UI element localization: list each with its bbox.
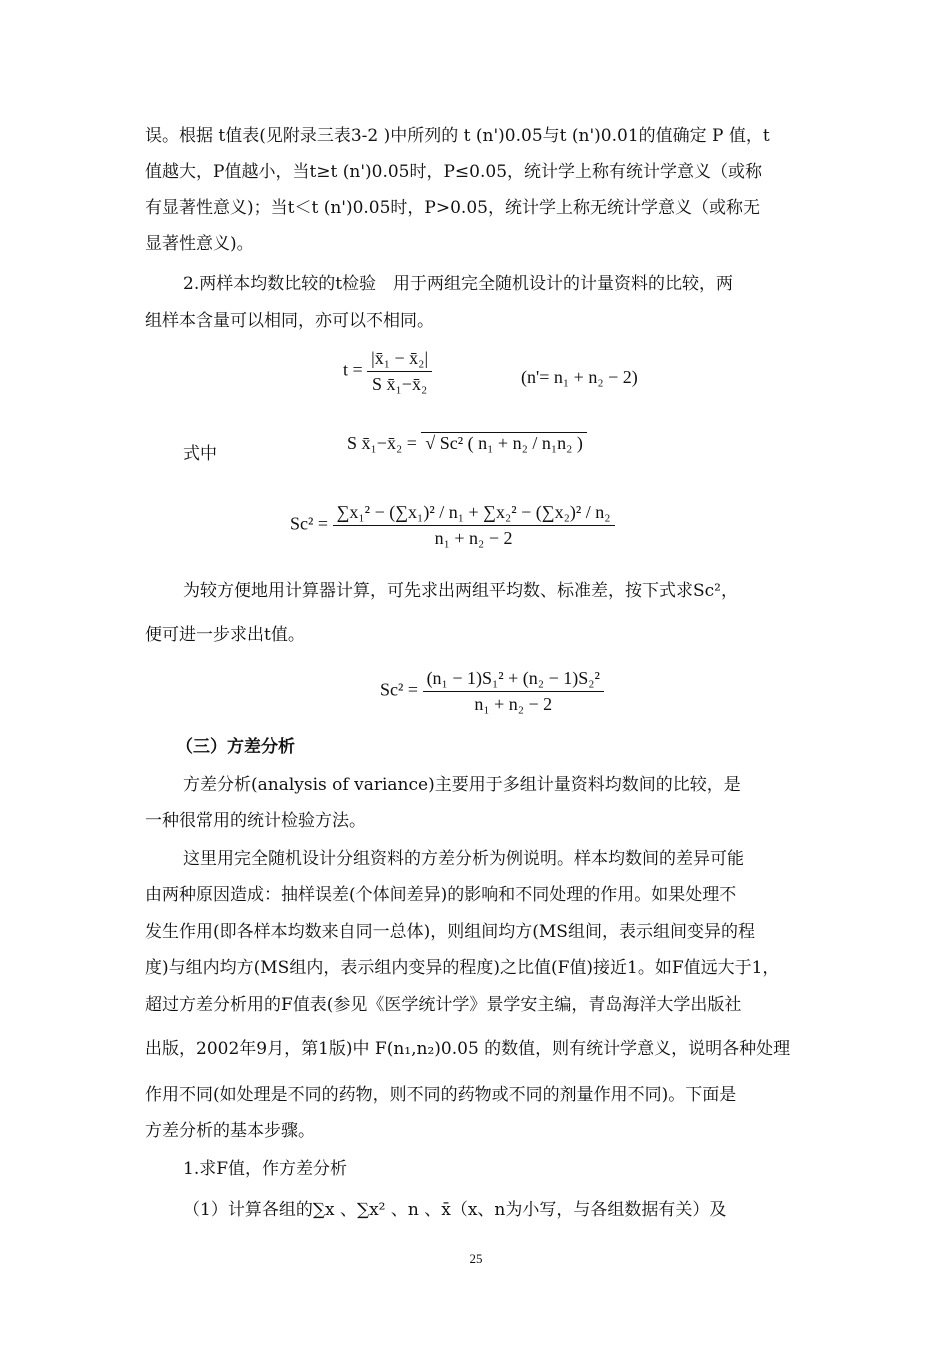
sc2-fraction: [423, 668, 604, 715]
sc-denominator: n₁ + n₂ − 2: [434, 528, 513, 548]
paragraph-1-line-1: 误。根据 t值表(见附录三表3-2 )中所列的 t (n')0.05与t (n')0.01的值确定 P 值，t: [145, 126, 770, 146]
t-test-formula: [343, 348, 432, 395]
paragraph-5-line-3: 发生作用(即各样本均数来自同一总体)，则组间均方(MS组间，表示组间变异的程: [145, 922, 755, 942]
paragraph-5-line-7: 作用不同(如处理是不同的药物，则不同的药物或不同的剂量作用不同)。下面是: [145, 1085, 737, 1105]
paragraph-5-line-5: 超过方差分析用的F值表(参见《医学统计学》景学安主编，青岛海洋大学出版社: [145, 995, 742, 1015]
t-formula-numerator: |x̄₁ − x̄₂|: [367, 348, 432, 372]
sc-lhs: Sc² =: [290, 513, 329, 534]
paragraph-5-line-8: 方差分析的基本步骤。: [145, 1121, 315, 1141]
t-formula-fraction: [367, 348, 432, 395]
section-heading: （三）方差分析: [176, 737, 295, 757]
paragraph-5-line-4: 度)与组内均方(MS组内，表示组内变异的程度)之比值(F值)接近1。如F值远大于1，: [145, 958, 780, 978]
paragraph-1-line-2: 值越大，P值越小，当t≥t (n')0.05时，P≤0.05，统计学上称有统计学意义（或称: [145, 162, 763, 182]
paragraph-5-line-2: 由两种原因造成：抽样误差(个体间差异)的影响和不同处理的作用。如果处理不: [145, 885, 737, 905]
paragraph-2-line-2: 组样本含量可以相同，亦可以不相同。: [145, 311, 434, 331]
paragraph-5-line-1: 这里用完全随机设计分组资料的方差分析为例说明。样本均数间的差异可能: [183, 849, 744, 869]
standard-error-formula: [347, 432, 587, 454]
sc-fraction: [333, 502, 615, 549]
step-1-1-text: （1）计算各组的∑x 、∑x² 、n 、x̄（x、n为小写，与各组数据有关）及: [183, 1200, 727, 1220]
t-formula-denominator: S x̄₁−x̄₂: [372, 374, 428, 394]
paragraph-4-line-2: 一种很常用的统计检验方法。: [145, 811, 366, 831]
s-diff-lhs: S x̄₁−x̄₂ =: [347, 433, 417, 453]
where-label: 式中: [183, 444, 217, 464]
sc2-lhs: Sc² =: [380, 679, 419, 700]
page-number: 25: [469, 1251, 483, 1266]
sc-numerator: ∑x₁² − (∑x₁)² / n₁ + ∑x₂² − (∑x₂)² / n₂: [333, 502, 615, 526]
paragraph-3-line-1: 为较方便地用计算器计算，可先求出两组平均数、标准差，按下式求Sc²，: [183, 581, 738, 601]
paragraph-2-line-1: 2.两样本均数比较的t检验 用于两组完全随机设计的计量资料的比较，两: [183, 274, 734, 294]
sc2-denominator: n₁ + n₂ − 2: [474, 694, 553, 714]
paragraph-5-line-6: 出版，2002年9月，第1版)中 F(n₁,n₂)0.05 的数值，则有统计学意义，说明各种处理: [145, 1039, 791, 1059]
paragraph-3-line-2: 便可进一步求出t值。: [145, 625, 305, 645]
pooled-variance-sd-formula: [380, 668, 604, 715]
step-1-heading: 1.求F值，作方差分析: [183, 1159, 348, 1179]
degrees-of-freedom: (n'= n₁ + n₂ − 2): [521, 367, 638, 387]
sc2-numerator: (n₁ − 1)S₁² + (n₂ − 1)S₂²: [423, 668, 604, 692]
paragraph-1-line-3: 有显著性意义)；当t＜t (n')0.05时，P>0.05，统计学上称无统计学意义（或称无: [145, 198, 760, 218]
t-formula-lhs: t =: [343, 359, 363, 380]
pooled-variance-formula: [290, 502, 615, 549]
paragraph-4-line-1: 方差分析(analysis of variance)主要用于多组计量资料均数间的比较，是: [183, 775, 741, 795]
paragraph-1-line-4: 显著性意义)。: [145, 234, 254, 254]
s-diff-rhs: √ Sc² ( n₁ + n₂ / n₁n₂ ): [421, 432, 587, 454]
